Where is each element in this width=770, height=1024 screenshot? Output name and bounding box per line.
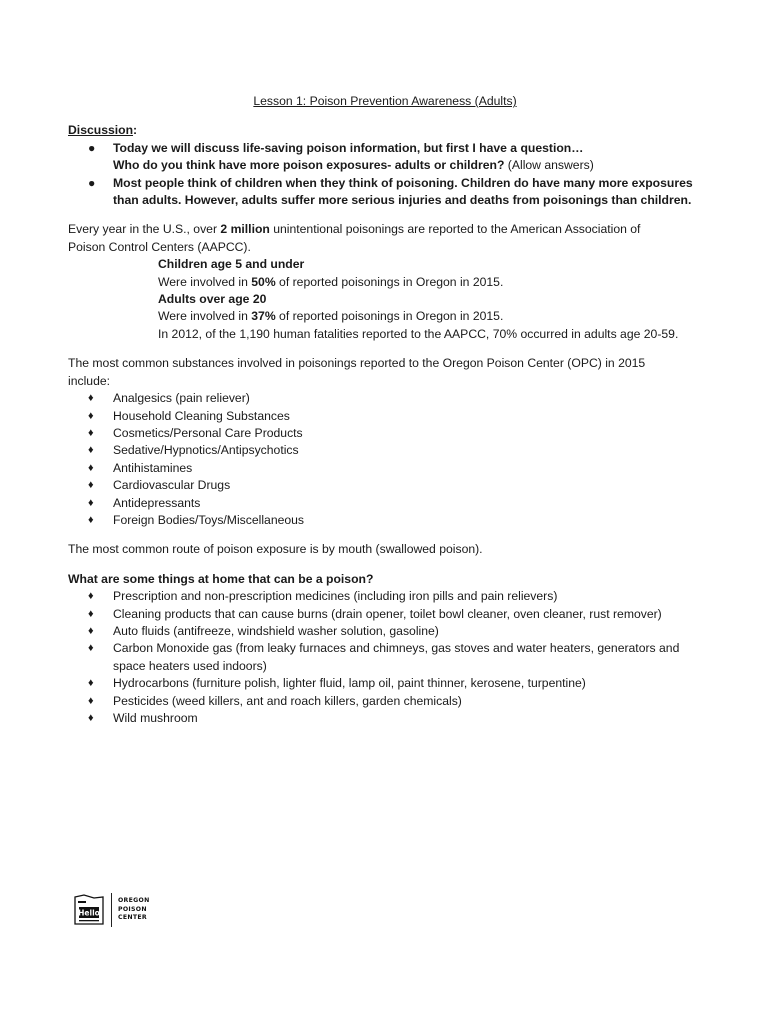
substances-list (68, 390, 708, 529)
bullet-diamond-icon: ♦ (88, 590, 94, 603)
bullet-diamond-icon: ♦ (88, 426, 94, 439)
list-item: ♦ Household Cleaning Substances (68, 408, 708, 425)
oregon-poison-center-logo (72, 893, 150, 927)
bullet-diamond-icon: ♦ (88, 461, 94, 474)
page-title: Lesson 1: Poison Prevention Awareness (Adults) (253, 94, 517, 108)
logo-text: OREGON POISON CENTER (118, 896, 150, 922)
bullet-diamond-icon: ♦ (88, 392, 94, 405)
list-item: ♦ Carbon Monoxide gas (from leaky furnaces and chimneys, gas stoves and water heaters, generators and space heaters used indoors) (88, 641, 680, 673)
bullet-diamond-icon: ♦ (88, 642, 94, 655)
bullet-dot-icon: ● (88, 140, 96, 155)
list-item: ♦ Prescription and non-prescription medicines (including iron pills and pain relievers) (68, 588, 708, 605)
list-item: ♦ Analgesics (pain reliever) (68, 390, 708, 407)
list-item: ♦ Cosmetics/Personal Care Products (68, 425, 708, 442)
bullet-diamond-icon: ♦ (88, 712, 94, 724)
list-item: ♦ Hydrocarbons (furniture polish, lighter fluid, lamp oil, paint thinner, kerosene, turpentine) (68, 675, 708, 692)
bullet-diamond-icon: ♦ (88, 479, 94, 492)
list-item: ♦ Antidepressants (68, 495, 708, 512)
list-item: ● Today we will discuss life-saving poison information, but first I have a question… Who do you think have more poison exposures- adults or children? (Allow answers) (88, 140, 594, 173)
children-label: Children age 5 and under (158, 257, 305, 272)
list-item: ♦ Foreign Bodies/Toys/Miscellaneous (68, 512, 708, 529)
bullet-diamond-icon: ♦ (88, 409, 94, 422)
list-item: ♦ Sedative/Hypnotics/Antipsychotics (68, 442, 708, 459)
logo-divider (111, 893, 112, 927)
bullet-diamond-icon: ♦ (88, 607, 94, 620)
list-item: ♦ Wild mushroom (68, 710, 708, 727)
oregon-state-logo-icon (72, 893, 106, 927)
discussion-list (68, 140, 708, 210)
bullet-diamond-icon: ♦ (88, 677, 94, 690)
home-heading: What are some things at home that can be a poison? (68, 571, 374, 586)
list-item: ♦ Pesticides (weed killers, ant and roach killers, garden chemicals) (68, 693, 708, 710)
list-item: ♦ Antihistamines (68, 460, 708, 477)
stats-section: Every year in the U.S., over 2 million unintentional poisonings are reported to the American Association of Poison Control Centers (AAPCC). Children age 5 and under Were involved in 50% of reported poisonings in Oregon in 2015. Adults over age 20 Were involved in 37% of reported poisonings in Oregon in 2015. In 2012, of the 1,190 human fatalities reported to the AAPCC, 70% occurred in adults age 20-59. (68, 221, 708, 343)
list-item: ♦ Auto fluids (antifreeze, windshield washer solution, gasoline) (68, 623, 708, 640)
document-page: Lesson 1: Poison Prevention Awareness (Adults) Discussion: ● Today we will discuss life-saving poison information, but first I have a question… Who do you think have more poison exposures- adults or children? (Allow answers) ● Most people think of children when they think of poisoning. Children do have many more exposures than adults. However, adults suffer more serious injuries and deaths from poisonings than children. Every year in the U.S., over 2 million unintentional poisonings are reported to the American Association of Poison Control Centers (AAPCC). Children age 5 and under Were involved in 50% of reported poisonings in Oregon in 2015. Adults over age 20 Were involved in 37% of reported poisonings in Oregon in 2015. In 2012, of the 1,190 human fatalities reported to the AAPCC, 70% occurred in adults age 20-59. The most common substances involved in poisonings reported to the Oregon Poison Center (OPC) in 2015 include: ♦ Analgesics (pain reliever) ♦ Household Cleaning Substances ♦ Cosmetics/Personal Care Products ♦ Sedative/Hypnotics/Antipsychotics ♦ Antihistamines ♦ Cardiovascular Drugs ♦ Antidepressants ♦ Foreign Bodies/Toys/Miscellaneous The most common route of poison exposure is by mouth (swallowed poison). What are some things at home that can be a poison? ♦ Prescription and non-prescription medicines (including iron pills and pain relievers) ♦ Cleaning products that can cause burns (drain opener, toilet bowl cleaner, oven cleaner, rust remover) ♦ Auto fluids (antifreeze, windshield washer solution, gasoline) ♦ Carbon Monoxide gas (from leaky furnaces and chimneys, gas stoves and water heaters, generators and space heaters used indoors) ♦ Hydrocarbons (furniture polish, lighter fluid, lamp oil, paint thinner, kerosene, turpentine) ♦ Pesticides (weed killers, ant and roach killers, garden chemicals) ♦ Wild mushroom (68, 93, 708, 739)
discussion-heading: Discussion: (68, 123, 138, 138)
list-item: ♦ Cardiovascular Drugs (68, 477, 708, 494)
home-list (68, 588, 708, 727)
bullet-diamond-icon: ♦ (88, 694, 94, 707)
bullet-diamond-icon: ♦ (88, 513, 94, 526)
list-item: ♦ Cleaning products that can cause burns (drain opener, toilet bowl cleaner, oven cleaner, rust remover) (68, 606, 708, 623)
bullet-dot-icon: ● (88, 175, 96, 190)
bullet-diamond-icon: ♦ (88, 496, 94, 509)
adults-label: Adults over age 20 (158, 292, 267, 307)
logo-mark-text: Hello (78, 908, 100, 918)
bullet-diamond-icon: ♦ (88, 444, 94, 457)
bullet-diamond-icon: ♦ (88, 624, 94, 637)
route-text: The most common route of poison exposure is by mouth (swallowed poison). (68, 542, 483, 557)
list-item: ● Most people think of children when they think of poisoning. Children do have many more exposures than adults. However, adults suffer more serious injuries and deaths from poisonings than children. (88, 175, 693, 208)
